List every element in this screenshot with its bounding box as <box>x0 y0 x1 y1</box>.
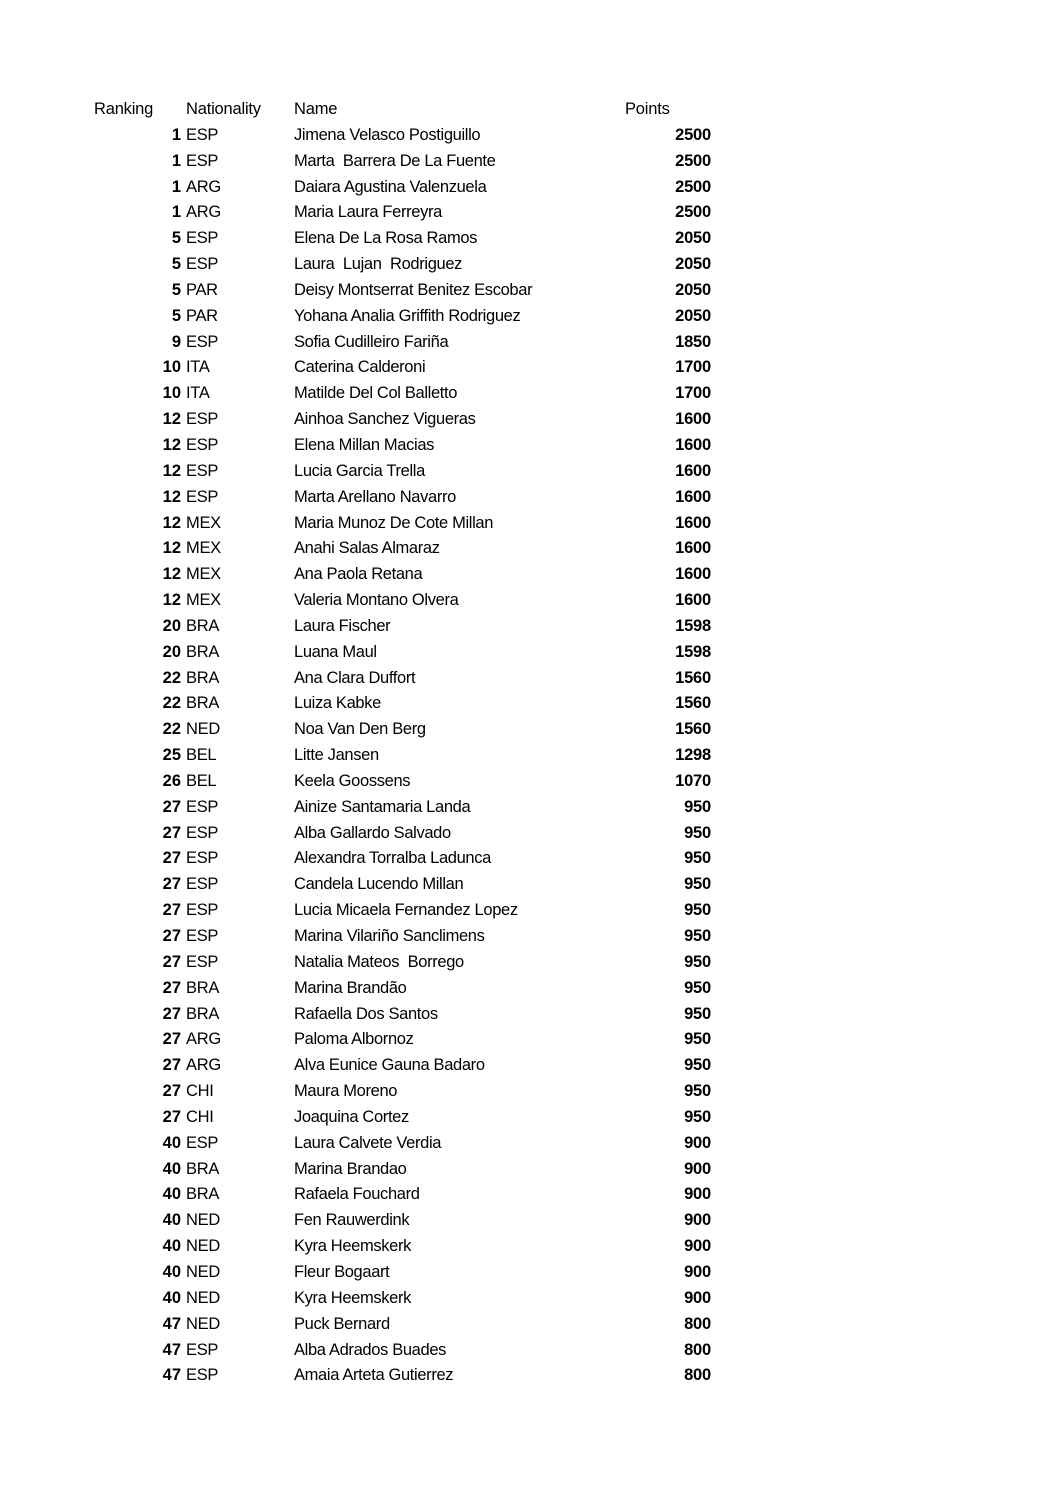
points-cell: 900 <box>684 1133 711 1152</box>
rank-cell: 5 <box>171 280 181 299</box>
points-cell: 900 <box>684 1159 711 1178</box>
name-cell: Alexandra Torralba Ladunca <box>294 849 491 868</box>
table-row <box>0 1053 1058 1079</box>
name-cell: Marta Barrera De La Fuente <box>294 151 496 170</box>
nationality-cell: MEX <box>186 539 221 558</box>
name-cell: Anahi Salas Almaraz <box>294 539 440 558</box>
rank-cell: 27 <box>162 1082 181 1101</box>
table-row <box>0 950 1058 976</box>
name-cell: Keela Goossens <box>294 771 411 790</box>
table-row <box>0 795 1058 821</box>
table-row <box>0 588 1058 614</box>
points-cell: 800 <box>684 1366 711 1385</box>
table-row <box>0 640 1058 666</box>
points-cell: 1600 <box>675 513 711 532</box>
nationality-cell: ESP <box>186 823 219 842</box>
nationality-cell: ESP <box>186 797 219 816</box>
table-row <box>0 846 1058 872</box>
name-cell: Jimena Velasco Postiguillo <box>294 125 481 144</box>
nationality-cell: ESP <box>186 151 219 170</box>
points-cell: 1850 <box>675 332 711 351</box>
nationality-cell: BRA <box>186 668 220 687</box>
table-row <box>0 123 1058 149</box>
name-cell: Paloma Albornoz <box>294 1030 414 1049</box>
rank-cell: 27 <box>162 978 181 997</box>
nationality-cell: ESP <box>186 410 219 429</box>
header-name: Name <box>294 100 338 118</box>
name-cell: Rafaela Fouchard <box>294 1185 420 1204</box>
name-cell: Kyra Heemskerk <box>294 1288 412 1307</box>
table-row <box>0 252 1058 278</box>
table-row <box>0 355 1058 381</box>
rank-cell: 20 <box>162 616 181 635</box>
points-cell: 2050 <box>675 280 711 299</box>
points-cell: 950 <box>684 1107 711 1126</box>
table-row <box>0 1338 1058 1364</box>
name-cell: Valeria Montano Olvera <box>294 591 459 610</box>
nationality-cell: ESP <box>186 125 219 144</box>
rank-cell: 27 <box>162 952 181 971</box>
points-cell: 950 <box>684 1056 711 1075</box>
rank-cell: 27 <box>162 927 181 945</box>
points-cell: 950 <box>684 823 711 842</box>
nationality-cell: BEL <box>186 771 217 790</box>
rank-cell: 47 <box>162 1314 181 1333</box>
header-ranking: Ranking <box>94 100 154 118</box>
table-row <box>0 562 1058 588</box>
nationality-cell: MEX <box>186 513 221 532</box>
rank-cell: 10 <box>162 384 181 403</box>
name-cell: Fen Rauwerdink <box>294 1211 410 1230</box>
nationality-cell: CHI <box>186 1082 214 1101</box>
points-cell: 900 <box>684 1262 711 1281</box>
name-cell: Luiza Kabke <box>294 694 381 713</box>
points-cell: 950 <box>684 1030 711 1049</box>
points-cell: 1600 <box>675 410 711 429</box>
name-cell: Amaia Arteta Gutierrez <box>294 1366 454 1385</box>
rank-cell: 27 <box>162 1004 181 1023</box>
points-cell: 2500 <box>675 203 711 222</box>
nationality-cell: CHI <box>186 1107 214 1126</box>
nationality-cell: NED <box>186 1211 220 1230</box>
name-cell: Laura Fischer <box>294 616 391 635</box>
points-cell: 1600 <box>675 487 711 506</box>
points-cell: 1600 <box>675 461 711 480</box>
points-cell: 800 <box>684 1340 711 1359</box>
table-row <box>0 976 1058 1002</box>
nationality-cell: ARG <box>186 1056 221 1075</box>
table-row <box>0 149 1058 175</box>
table-row <box>0 407 1058 433</box>
nationality-cell: NED <box>186 1237 220 1256</box>
name-cell: Noa Van Den Berg <box>294 720 426 739</box>
rank-cell: 40 <box>162 1159 181 1178</box>
nationality-cell: ESP <box>186 229 219 248</box>
points-cell: 1560 <box>675 694 711 713</box>
nationality-cell: BRA <box>186 616 220 635</box>
points-cell: 950 <box>684 797 711 816</box>
nationality-cell: ARG <box>186 203 221 222</box>
nationality-cell: BRA <box>186 978 220 997</box>
header-nationality: Nationality <box>186 100 261 118</box>
points-cell: 950 <box>684 978 711 997</box>
rank-cell: 10 <box>162 358 181 377</box>
points-cell: 2500 <box>675 151 711 170</box>
table-body <box>0 123 1058 1389</box>
points-cell: 900 <box>684 1211 711 1230</box>
table-row <box>0 666 1058 692</box>
points-cell: 1560 <box>675 720 711 739</box>
rank-cell: 40 <box>162 1288 181 1307</box>
points-cell: 1598 <box>675 616 711 635</box>
points-cell: 800 <box>684 1314 711 1333</box>
nationality-cell: BRA <box>186 694 220 713</box>
name-cell: Luana Maul <box>294 642 377 661</box>
points-cell: 900 <box>684 1237 711 1256</box>
table-row <box>0 1234 1058 1260</box>
table-row <box>0 226 1058 252</box>
nationality-cell: NED <box>186 1262 220 1281</box>
rank-cell: 27 <box>162 1056 181 1075</box>
name-cell: Maura Moreno <box>294 1082 398 1101</box>
nationality-cell: ESP <box>186 901 219 920</box>
table-row <box>0 1079 1058 1105</box>
points-cell: 950 <box>684 1082 711 1101</box>
name-cell: Lucia Garcia Trella <box>294 461 425 480</box>
table-row <box>0 330 1058 356</box>
name-cell: Rafaella Dos Santos <box>294 1004 438 1023</box>
rank-cell: 27 <box>162 901 181 920</box>
table-row <box>0 1208 1058 1234</box>
name-cell: Candela Lucendo Millan <box>294 875 464 894</box>
table-row <box>0 1312 1058 1338</box>
name-cell: Ana Paola Retana <box>294 565 423 584</box>
header-points: Points <box>625 100 670 118</box>
points-cell: 2050 <box>675 306 711 325</box>
name-cell: Natalia Mateos Borrego <box>294 952 464 971</box>
rank-cell: 5 <box>171 306 181 325</box>
points-cell: 2500 <box>675 177 711 196</box>
table-row <box>0 459 1058 485</box>
name-cell: Maria Laura Ferreyra <box>294 203 442 222</box>
name-cell: Ana Clara Duffort <box>294 668 416 687</box>
nationality-cell: PAR <box>186 306 218 325</box>
rank-cell: 47 <box>162 1340 181 1359</box>
rank-cell: 40 <box>162 1133 181 1152</box>
ranking-table <box>0 97 1058 1389</box>
rank-cell: 12 <box>162 435 181 454</box>
table-row <box>0 769 1058 795</box>
points-cell: 900 <box>684 1288 711 1307</box>
points-cell: 1600 <box>675 539 711 558</box>
points-cell: 950 <box>684 1004 711 1023</box>
table-row <box>0 1157 1058 1183</box>
table-row <box>0 821 1058 847</box>
nationality-cell: MEX <box>186 565 221 584</box>
nationality-cell: ESP <box>186 1340 219 1359</box>
rank-cell: 27 <box>162 849 181 868</box>
table-row <box>0 1105 1058 1131</box>
name-cell: Elena Millan Macias <box>294 435 435 454</box>
points-cell: 2050 <box>675 255 711 274</box>
nationality-cell: ESP <box>186 435 219 454</box>
nationality-cell: ESP <box>186 1366 219 1385</box>
table-row <box>0 1131 1058 1157</box>
rank-cell: 12 <box>162 591 181 610</box>
table-row <box>0 743 1058 769</box>
points-cell: 1700 <box>675 358 711 377</box>
name-cell: Laura Lujan Rodriguez <box>294 255 463 274</box>
points-cell: 1560 <box>675 668 711 687</box>
nationality-cell: ARG <box>186 177 221 196</box>
name-cell: Alba Gallardo Salvado <box>294 823 451 842</box>
rank-cell: 22 <box>162 694 181 713</box>
rank-cell: 27 <box>162 823 181 842</box>
table-row <box>0 433 1058 459</box>
points-cell: 1600 <box>675 565 711 584</box>
nationality-cell: ESP <box>186 255 219 274</box>
table-row <box>0 536 1058 562</box>
name-cell: Alva Eunice Gauna Badaro <box>294 1056 485 1075</box>
points-cell: 950 <box>684 875 711 894</box>
name-cell: Marina Brandao <box>294 1159 407 1178</box>
points-cell: 1298 <box>675 746 711 765</box>
name-cell: Matilde Del Col Balletto <box>294 384 458 403</box>
rank-cell: 27 <box>162 797 181 816</box>
name-cell: Alba Adrados Buades <box>294 1340 447 1359</box>
rank-cell: 9 <box>171 332 181 351</box>
nationality-cell: ITA <box>186 358 210 377</box>
name-cell: Daiara Agustina Valenzuela <box>294 177 487 196</box>
table-row <box>0 381 1058 407</box>
nationality-cell: ITA <box>186 384 210 403</box>
table-row <box>0 175 1058 201</box>
nationality-cell: BRA <box>186 642 220 661</box>
rank-cell: 22 <box>162 720 181 739</box>
rank-cell: 40 <box>162 1237 181 1256</box>
rank-cell: 12 <box>162 487 181 506</box>
table-row <box>0 898 1058 924</box>
rank-cell: 25 <box>162 746 181 765</box>
name-cell: Yohana Analia Griffith Rodriguez <box>294 306 521 325</box>
rank-cell: 26 <box>162 771 181 790</box>
nationality-cell: ESP <box>186 487 219 506</box>
name-cell: Kyra Heemskerk <box>294 1237 412 1256</box>
rank-cell: 1 <box>171 125 181 144</box>
points-cell: 1600 <box>675 591 711 610</box>
name-cell: Deisy Montserrat Benitez Escobar <box>294 280 533 299</box>
points-cell: 2500 <box>675 125 711 144</box>
table-row <box>0 1260 1058 1286</box>
points-cell: 1598 <box>675 642 711 661</box>
points-cell: 900 <box>684 1185 711 1204</box>
name-cell: Marina Vilariño Sanclimens <box>294 927 485 945</box>
rank-cell: 27 <box>162 1030 181 1049</box>
points-cell: 950 <box>684 901 711 920</box>
nationality-cell: ESP <box>186 332 219 351</box>
points-cell: 950 <box>684 927 711 945</box>
rank-cell: 40 <box>162 1185 181 1204</box>
name-cell: Joaquina Cortez <box>294 1107 409 1126</box>
points-cell: 2050 <box>675 229 711 248</box>
nationality-cell: ESP <box>186 1133 219 1152</box>
points-cell: 950 <box>684 849 711 868</box>
rank-cell: 20 <box>162 642 181 661</box>
rank-cell: 12 <box>162 461 181 480</box>
rank-cell: 5 <box>171 229 181 248</box>
rank-cell: 47 <box>162 1366 181 1385</box>
rank-cell: 12 <box>162 513 181 532</box>
rank-cell: 1 <box>171 177 181 196</box>
nationality-cell: ESP <box>186 927 219 945</box>
name-cell: Lucia Micaela Fernandez Lopez <box>294 901 518 920</box>
table-row <box>0 691 1058 717</box>
nationality-cell: NED <box>186 1314 220 1333</box>
nationality-cell: ESP <box>186 875 219 894</box>
name-cell: Caterina Calderoni <box>294 358 426 377</box>
points-cell: 950 <box>684 952 711 971</box>
table-row <box>0 924 1058 950</box>
name-cell: Marina Brandão <box>294 978 407 997</box>
rank-cell: 5 <box>171 255 181 274</box>
name-cell: Ainize Santamaria Landa <box>294 797 471 816</box>
table-header-row <box>0 97 1058 123</box>
rank-cell: 22 <box>162 668 181 687</box>
table-row <box>0 485 1058 511</box>
nationality-cell: MEX <box>186 591 221 610</box>
name-cell: Marta Arellano Navarro <box>294 487 456 506</box>
name-cell: Maria Munoz De Cote Millan <box>294 513 494 532</box>
table-row <box>0 872 1058 898</box>
table-row <box>0 1286 1058 1312</box>
nationality-cell: BRA <box>186 1004 220 1023</box>
nationality-cell: BRA <box>186 1159 220 1178</box>
table-row <box>0 278 1058 304</box>
table-row <box>0 304 1058 330</box>
name-cell: Fleur Bogaart <box>294 1262 390 1281</box>
table-row <box>0 1002 1058 1028</box>
table-row <box>0 614 1058 640</box>
nationality-cell: NED <box>186 720 220 739</box>
name-cell: Ainhoa Sanchez Vigueras <box>294 410 476 429</box>
table-row <box>0 511 1058 537</box>
table-row <box>0 200 1058 226</box>
name-cell: Litte Jansen <box>294 746 379 765</box>
nationality-cell: ESP <box>186 952 219 971</box>
name-cell: Puck Bernard <box>294 1314 390 1333</box>
name-cell: Elena De La Rosa Ramos <box>294 229 478 248</box>
rank-cell: 12 <box>162 539 181 558</box>
rank-cell: 1 <box>171 203 181 222</box>
table-row <box>0 717 1058 743</box>
rank-cell: 12 <box>162 410 181 429</box>
name-cell: Sofia Cudilleiro Fariña <box>294 332 449 351</box>
nationality-cell: PAR <box>186 280 218 299</box>
points-cell: 1600 <box>675 435 711 454</box>
rank-cell: 40 <box>162 1211 181 1230</box>
nationality-cell: NED <box>186 1288 220 1307</box>
nationality-cell: ESP <box>186 461 219 480</box>
nationality-cell: BEL <box>186 746 217 765</box>
nationality-cell: ARG <box>186 1030 221 1049</box>
table-row <box>0 1182 1058 1208</box>
rank-cell: 12 <box>162 565 181 584</box>
nationality-cell: ESP <box>186 849 219 868</box>
rank-cell: 40 <box>162 1262 181 1281</box>
name-cell: Laura Calvete Verdia <box>294 1133 442 1152</box>
points-cell: 1700 <box>675 384 711 403</box>
table-row <box>0 1363 1058 1389</box>
rank-cell: 27 <box>162 875 181 894</box>
rank-cell: 1 <box>171 151 181 170</box>
nationality-cell: BRA <box>186 1185 220 1204</box>
table-row <box>0 1027 1058 1053</box>
rank-cell: 27 <box>162 1107 181 1126</box>
points-cell: 1070 <box>675 771 711 790</box>
